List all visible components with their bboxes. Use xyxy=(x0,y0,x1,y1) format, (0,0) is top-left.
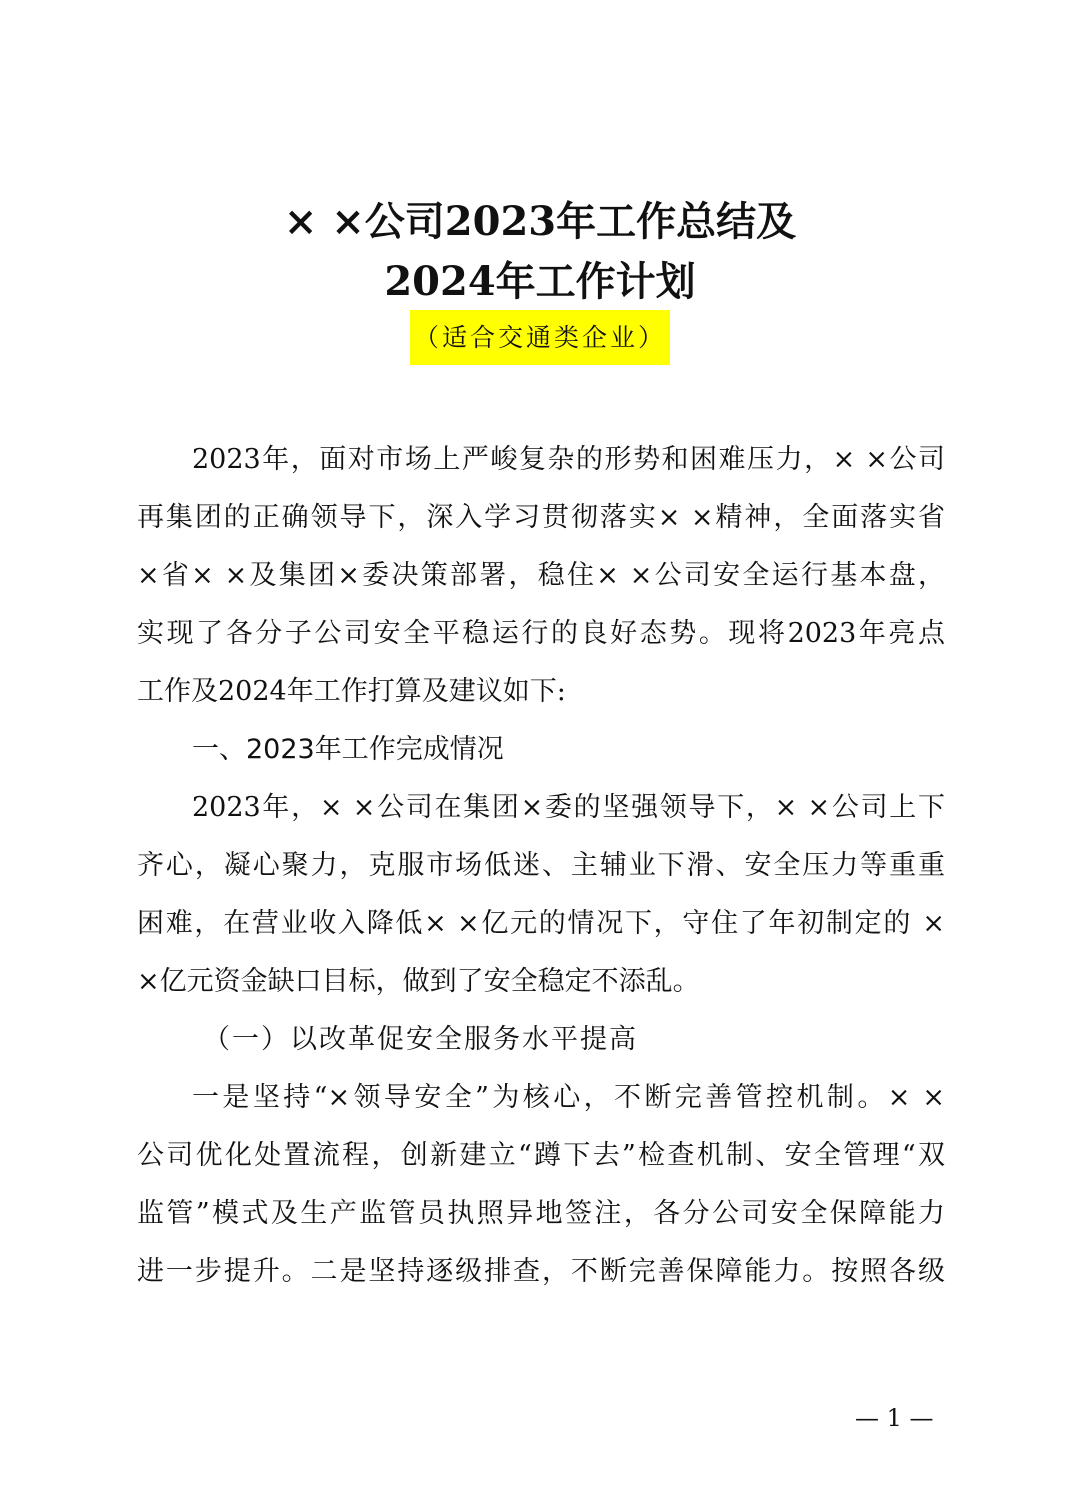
subsection-line: 一是坚持“×领导安全”为核心，不断完善管控机制。× × xyxy=(192,1082,945,1113)
subsection-line: 监管”模式及生产监管员执照异地签注，各分公司安全保障能力 xyxy=(137,1198,945,1229)
section-heading: 一、2023年工作完成情况 xyxy=(192,734,504,765)
subsection-line: 公司优化处置流程，创新建立“蹲下去”检查机制、安全管理“双 xyxy=(137,1140,945,1171)
intro-line: 工作及2024年工作打算及建议如下: xyxy=(137,676,566,707)
section-line: 困难，在营业收入降低× ×亿元的情况下，守住了年初制定的 × xyxy=(137,908,945,939)
intro-line: 再集团的正确领导下，深入学习贯彻落实× ×精神，全面落实省 xyxy=(137,502,945,533)
page-number: — 1 — xyxy=(855,1404,934,1432)
document-subtitle-highlighted: （适合交通类企业） xyxy=(410,310,670,365)
document-title-line-1: × ×公司2023年工作总结及 xyxy=(283,198,797,245)
section-line: 齐心，凝心聚力，克服市场低迷、主辅业下滑、安全压力等重重 xyxy=(137,850,945,881)
intro-line: 实现了各分子公司安全平稳运行的良好态势。现将2023年亮点 xyxy=(137,618,945,649)
subsection-line: 进一步提升。二是坚持逐级排查，不断完善保障能力。按照各级 xyxy=(137,1256,945,1287)
section-line: ×亿元资金缺口目标，做到了安全稳定不添乱。 xyxy=(137,966,700,997)
section-line: 2023年，× ×公司在集团×委的坚强领导下，× ×公司上下 xyxy=(192,792,945,823)
intro-line: 2023年，面对市场上严峻复杂的形势和困难压力，× ×公司 xyxy=(192,444,945,475)
subsection-heading: （一）以改革促安全服务水平提高 xyxy=(203,1024,638,1055)
intro-line: ×省× ×及集团×委决策部署，稳住× ×公司安全运行基本盘， xyxy=(137,560,945,591)
document-title-line-2: 2024年工作计划 xyxy=(384,258,696,305)
